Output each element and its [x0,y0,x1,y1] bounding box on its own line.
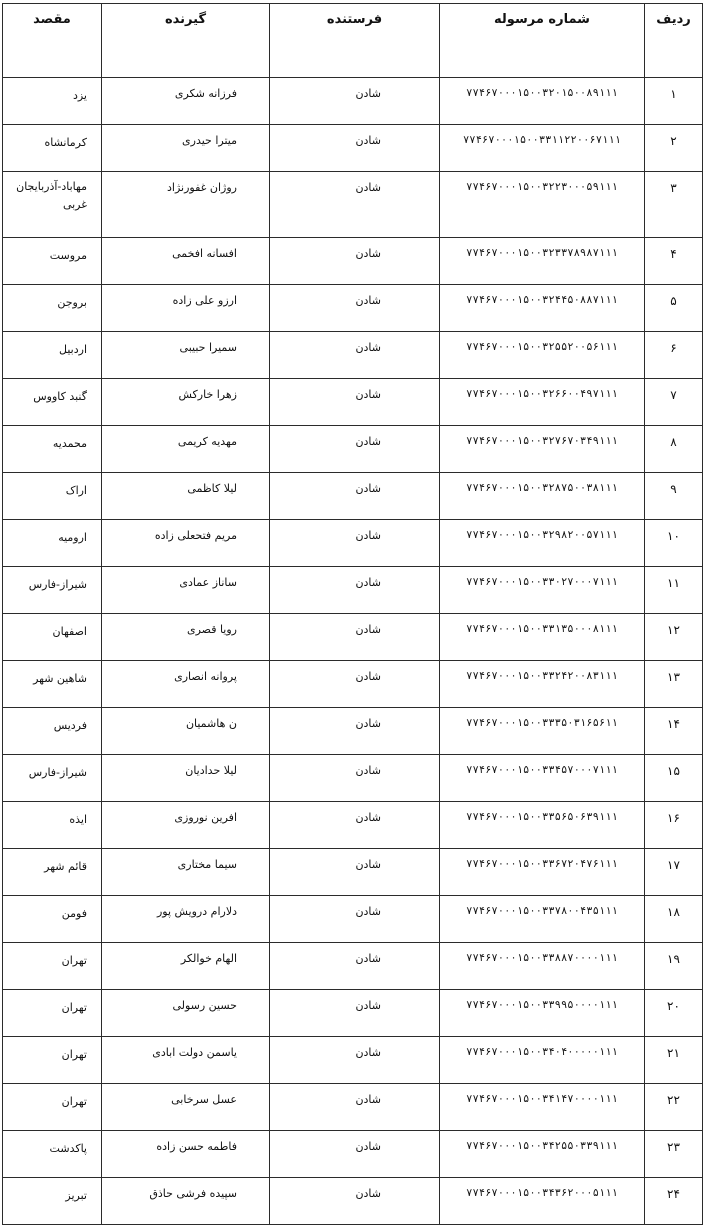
row-sender: شادن [270,379,440,426]
row-tracking-number: ۷۷۴۶۷۰۰۰۱۵۰۰۳۳۶۷۲۰۴۷۶۱۱۱ [440,849,645,896]
table-row [3,1084,703,1131]
row-radif: ۱۵ [645,755,703,802]
row-tracking-number: ۷۷۴۶۷۰۰۰۱۵۰۰۳۳۰۲۷۰۰۰۷۱۱۱ [440,567,645,614]
row-recipient: ن هاشمیان [102,708,270,755]
table-row [3,567,703,614]
row-destination: شاهین شهر [3,661,102,708]
row-sender: شادن [270,426,440,473]
table-row [3,426,703,473]
row-tracking-number: ۷۷۴۶۷۰۰۰۱۵۰۰۳۳۳۵۰۳۱۶۵۶۱۱ [440,708,645,755]
header-recipient: گیرنده [102,4,270,78]
row-tracking-number: ۷۷۴۶۷۰۰۰۱۵۰۰۳۴۳۶۲۰۰۰۵۱۱۱ [440,1178,645,1225]
row-recipient: لیلا حدادیان [102,755,270,802]
row-radif: ۱۲ [645,614,703,661]
row-recipient: رویا قصری [102,614,270,661]
row-recipient: سیما مختاری [102,849,270,896]
table-row [3,172,703,238]
table-header-row [3,4,703,78]
row-sender: شادن [270,78,440,125]
row-radif: ۲۱ [645,1037,703,1084]
row-sender: شادن [270,708,440,755]
table-row [3,1131,703,1178]
row-destination: بروجن [3,285,102,332]
row-sender: شادن [270,172,440,238]
row-destination: تهران [3,990,102,1037]
row-destination: مهاباد-آذربایجان غربی [3,172,102,238]
row-recipient: عسل سرخابی [102,1084,270,1131]
row-sender: شادن [270,125,440,172]
row-destination: تهران [3,1084,102,1131]
row-destination: فردیس [3,708,102,755]
row-destination: تبریز [3,1178,102,1225]
row-destination: اصفهان [3,614,102,661]
header-radif: ردیف [645,4,703,78]
table-row [3,755,703,802]
row-tracking-number: ۷۷۴۶۷۰۰۰۱۵۰۰۳۲۶۶۰۰۴۹۷۱۱۱ [440,379,645,426]
header-tracking-number: شماره مرسوله [440,4,645,78]
table-row [3,708,703,755]
row-radif: ۱۶ [645,802,703,849]
row-destination: قائم شهر [3,849,102,896]
row-tracking-number: ۷۷۴۶۷۰۰۰۱۵۰۰۳۲۵۵۲۰۰۵۶۱۱۱ [440,332,645,379]
table-row [3,520,703,567]
row-sender: شادن [270,520,440,567]
row-recipient: افسانه افخمی [102,238,270,285]
row-radif: ۲ [645,125,703,172]
row-recipient: حسین رسولی [102,990,270,1037]
table-row [3,125,703,172]
row-destination: مروست [3,238,102,285]
row-recipient: مهدیه کریمی [102,426,270,473]
table-row [3,849,703,896]
row-recipient: فاطمه حسن زاده [102,1131,270,1178]
table-row [3,473,703,520]
table-row [3,614,703,661]
row-sender: شادن [270,849,440,896]
row-recipient: زهرا خارکش [102,379,270,426]
row-radif: ۷ [645,379,703,426]
row-radif: ۴ [645,238,703,285]
table-row [3,1037,703,1084]
row-recipient: افرین نوروزی [102,802,270,849]
row-destination: کرمانشاه [3,125,102,172]
header-destination: مقصد [3,4,102,78]
row-tracking-number: ۷۷۴۶۷۰۰۰۱۵۰۰۳۳۲۴۲۰۰۸۳۱۱۱ [440,661,645,708]
row-sender: شادن [270,990,440,1037]
header-sender: فرستنده [270,4,440,78]
row-destination: یزد [3,78,102,125]
row-sender: شادن [270,238,440,285]
table-row [3,332,703,379]
table-body [3,78,703,1225]
row-destination: محمدیه [3,426,102,473]
row-sender: شادن [270,332,440,379]
row-destination: شیراز-فارس [3,755,102,802]
table-row [3,661,703,708]
table-row [3,1178,703,1225]
row-sender: شادن [270,943,440,990]
table-row [3,78,703,125]
row-recipient: سمیرا حبیبی [102,332,270,379]
row-destination: اردبیل [3,332,102,379]
table-row [3,990,703,1037]
table-row [3,802,703,849]
row-radif: ۱۸ [645,896,703,943]
row-tracking-number: ۷۷۴۶۷۰۰۰۱۵۰۰۳۲۴۴۵۰۸۸۷۱۱۱ [440,285,645,332]
row-tracking-number: ۷۷۴۶۷۰۰۰۱۵۰۰۳۳۱۳۵۰۰۰۸۱۱۱ [440,614,645,661]
row-destination: تهران [3,943,102,990]
row-radif: ۱۰ [645,520,703,567]
row-radif: ۵ [645,285,703,332]
row-sender: شادن [270,1037,440,1084]
row-destination: پاکدشت [3,1131,102,1178]
row-recipient: یاسمن دولت ابادی [102,1037,270,1084]
row-sender: شادن [270,614,440,661]
row-sender: شادن [270,1084,440,1131]
row-tracking-number: ۷۷۴۶۷۰۰۰۱۵۰۰۳۳۱۱۲۲۰۰۶۷۱۱۱ [440,125,645,172]
row-destination: گنبد کاووس [3,379,102,426]
row-recipient: الهام خوالکر [102,943,270,990]
row-recipient: ارزو علی زاده [102,285,270,332]
row-radif: ۱۳ [645,661,703,708]
row-recipient: میترا حیدری [102,125,270,172]
row-radif: ۸ [645,426,703,473]
shipments-table [2,3,703,1225]
row-radif: ۱۱ [645,567,703,614]
row-destination: فومن [3,896,102,943]
table-row [3,238,703,285]
row-tracking-number: ۷۷۴۶۷۰۰۰۱۵۰۰۳۳۵۶۵۰۶۳۹۱۱۱ [440,802,645,849]
row-tracking-number: ۷۷۴۶۷۰۰۰۱۵۰۰۳۴۱۴۷۰۰۰۰۱۱۱ [440,1084,645,1131]
row-sender: شادن [270,802,440,849]
row-radif: ۲۴ [645,1178,703,1225]
row-recipient: ساناز عمادی [102,567,270,614]
row-radif: ۲۰ [645,990,703,1037]
row-tracking-number: ۷۷۴۶۷۰۰۰۱۵۰۰۳۴۲۵۵۰۳۳۹۱۱۱ [440,1131,645,1178]
shipment-sheet [2,3,706,1202]
row-tracking-number: ۷۷۴۶۷۰۰۰۱۵۰۰۳۳۸۸۷۰۰۰۰۱۱۱ [440,943,645,990]
row-tracking-number: ۷۷۴۶۷۰۰۰۱۵۰۰۳۲۳۳۷۸۹۸۷۱۱۱ [440,238,645,285]
row-radif: ۱ [645,78,703,125]
row-sender: شادن [270,896,440,943]
row-destination: شیراز-فارس [3,567,102,614]
row-tracking-number: ۷۷۴۶۷۰۰۰۱۵۰۰۳۳۹۹۵۰۰۰۰۱۱۱ [440,990,645,1037]
row-radif: ۱۹ [645,943,703,990]
table-row [3,896,703,943]
row-sender: شادن [270,567,440,614]
row-radif: ۱۷ [645,849,703,896]
row-recipient: مریم فتحعلی زاده [102,520,270,567]
row-sender: شادن [270,755,440,802]
row-radif: ۲۳ [645,1131,703,1178]
row-sender: شادن [270,1131,440,1178]
row-recipient: پروانه انصاری [102,661,270,708]
row-radif: ۹ [645,473,703,520]
row-sender: شادن [270,661,440,708]
row-destination: ارومیه [3,520,102,567]
row-tracking-number: ۷۷۴۶۷۰۰۰۱۵۰۰۳۲۸۷۵۰۰۳۸۱۱۱ [440,473,645,520]
row-sender: شادن [270,285,440,332]
row-recipient: روژان غفورنژاد [102,172,270,238]
row-tracking-number: ۷۷۴۶۷۰۰۰۱۵۰۰۳۳۷۸۰۰۴۳۵۱۱۱ [440,896,645,943]
table-row [3,379,703,426]
row-destination: تهران [3,1037,102,1084]
table-row [3,285,703,332]
row-radif: ۱۴ [645,708,703,755]
row-sender: شادن [270,473,440,520]
row-tracking-number: ۷۷۴۶۷۰۰۰۱۵۰۰۳۳۴۵۷۰۰۰۷۱۱۱ [440,755,645,802]
row-tracking-number: ۷۷۴۶۷۰۰۰۱۵۰۰۳۲۰۱۵۰۰۸۹۱۱۱ [440,78,645,125]
row-radif: ۳ [645,172,703,238]
row-destination: اراک [3,473,102,520]
row-tracking-number: ۷۷۴۶۷۰۰۰۱۵۰۰۳۴۰۴۰۰۰۰۰۱۱۱ [440,1037,645,1084]
row-recipient: دلارام درویش پور [102,896,270,943]
row-tracking-number: ۷۷۴۶۷۰۰۰۱۵۰۰۳۲۷۶۷۰۳۴۹۱۱۱ [440,426,645,473]
row-tracking-number: ۷۷۴۶۷۰۰۰۱۵۰۰۳۲۲۳۰۰۰۵۹۱۱۱ [440,172,645,238]
table-row [3,943,703,990]
row-destination: ایذه [3,802,102,849]
row-sender: شادن [270,1178,440,1225]
row-radif: ۶ [645,332,703,379]
row-radif: ۲۲ [645,1084,703,1131]
row-recipient: سپیده فرشی حاذق [102,1178,270,1225]
row-tracking-number: ۷۷۴۶۷۰۰۰۱۵۰۰۳۲۹۸۲۰۰۵۷۱۱۱ [440,520,645,567]
row-recipient: فرزانه شکری [102,78,270,125]
row-recipient: لیلا کاظمی [102,473,270,520]
